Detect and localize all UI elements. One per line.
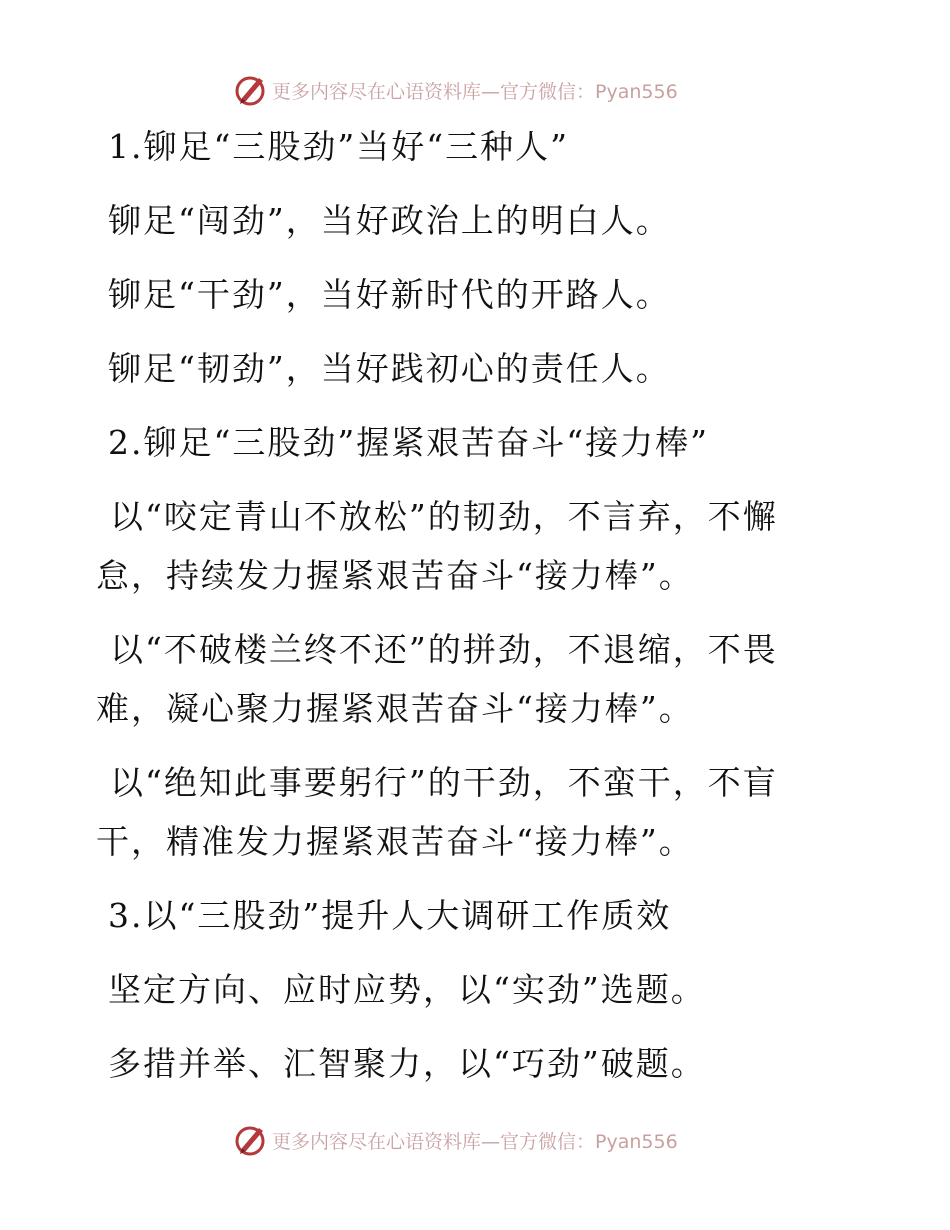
paragraph-line: 难，凝心聚力握紧艰苦奋斗“接力棒”。 — [96, 689, 694, 728]
paragraph-line: 干，精准发力握紧艰苦奋斗“接力棒”。 — [96, 822, 694, 861]
footer-banner-text: 更多内容尽在心语资料库—官方微信：Pyan556 — [272, 1130, 678, 1153]
pen-logo-icon — [232, 1122, 268, 1158]
paragraph-line: 以“不破楼兰终不还”的拼劲，不退缩，不畏 — [110, 630, 778, 669]
heading-3: 3.以“三股劲”提升人大调研工作质效 — [108, 896, 672, 935]
heading-2: 2.铆足“三股劲”握紧艰苦奋斗“接力棒” — [108, 423, 709, 462]
paragraph-line: 铆足“韧劲”，当好践初心的责任人。 — [108, 349, 671, 388]
header-banner — [232, 70, 712, 110]
paragraph-line: 多措并举、汇智聚力，以“巧劲”破题。 — [108, 1044, 706, 1083]
header-banner-text: 更多内容尽在心语资料库—官方微信：Pyan556 — [272, 80, 678, 103]
paragraph-line: 坚定方向、应时应势，以“实劲”选题。 — [108, 970, 706, 1009]
paragraph-line: 怠，持续发力握紧艰苦奋斗“接力棒”。 — [96, 556, 694, 595]
pen-logo-icon — [232, 72, 268, 108]
heading-1: 1.铆足“三股劲”当好“三种人” — [108, 127, 569, 166]
footer-banner — [232, 1120, 712, 1160]
paragraph-line: 铆足“干劲”，当好新时代的开路人。 — [108, 275, 671, 314]
paragraph-line: 铆足“闯劲”，当好政治上的明白人。 — [108, 201, 671, 240]
paragraph-line: 以“咬定青山不放松”的韧劲，不言弃，不懈 — [110, 497, 778, 536]
paragraph-line: 以“绝知此事要躬行”的干劲，不蛮干，不盲 — [110, 763, 778, 802]
